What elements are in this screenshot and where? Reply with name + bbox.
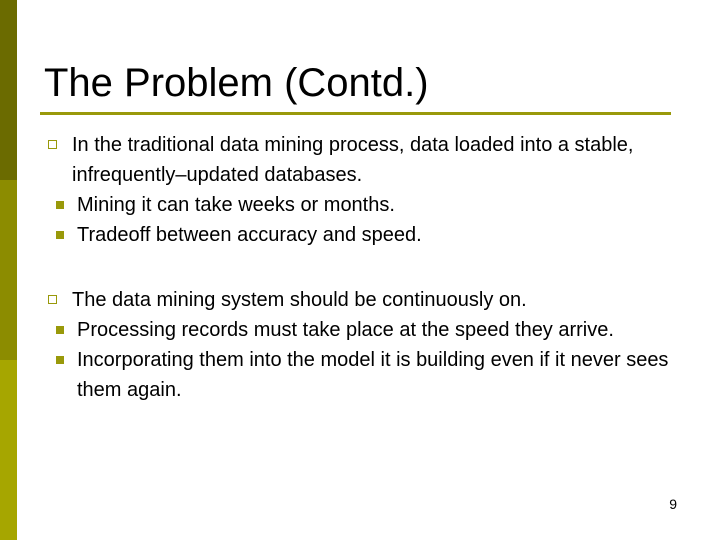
sub-bullet-item (46, 190, 686, 220)
slide-title: The Problem (Contd.) (44, 61, 429, 105)
sub-bullet-text: Processing records must take place at the speed they arrive. (77, 319, 614, 341)
bullet-text: In the traditional data mining process, data loaded into a stable, infrequently–updated databases. (72, 134, 634, 186)
decorative-side-bar (0, 0, 17, 540)
page-number: 9 (669, 496, 677, 512)
bullet-item (46, 285, 686, 315)
bullet-text: The data mining system should be continuously on. (72, 289, 527, 311)
filled-square-bullet-icon (56, 231, 64, 239)
side-bar-top-segment (0, 0, 17, 180)
hollow-square-bullet-icon (48, 295, 57, 304)
filled-square-bullet-icon (56, 326, 64, 334)
slide-body (46, 130, 686, 405)
sub-bullet-item (46, 315, 686, 345)
title-underline (40, 112, 671, 115)
sub-bullet-item (46, 345, 686, 405)
sub-bullet-text: Tradeoff between accuracy and speed. (77, 224, 422, 246)
filled-square-bullet-icon (56, 201, 64, 209)
bullet-item (46, 130, 686, 190)
side-bar-middle-segment (0, 180, 17, 360)
sub-bullet-text: Mining it can take weeks or months. (77, 194, 395, 216)
side-bar-bottom-segment (0, 360, 17, 540)
hollow-square-bullet-icon (48, 140, 57, 149)
sub-bullet-text: Incorporating them into the model it is building even if it never sees them again. (77, 349, 669, 401)
filled-square-bullet-icon (56, 356, 64, 364)
sub-bullet-item (46, 220, 686, 250)
